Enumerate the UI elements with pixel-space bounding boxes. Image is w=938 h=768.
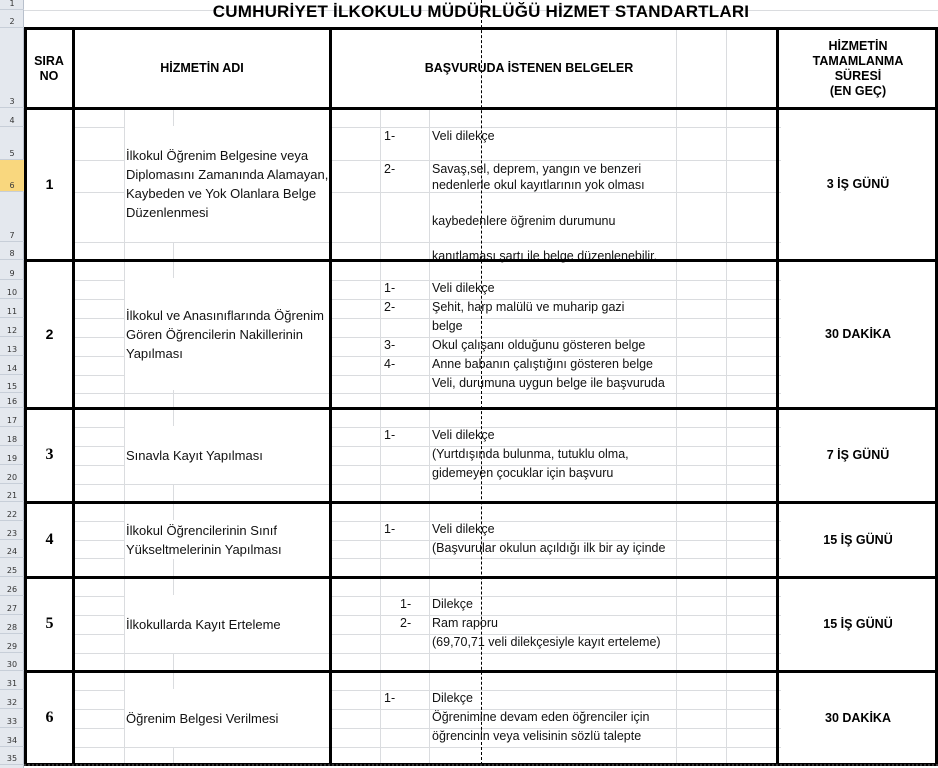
service-name-cell[interactable]	[126, 260, 331, 408]
service-name: İlkokullarda Kayıt Erteleme	[126, 616, 281, 632]
gridline-v	[676, 108, 677, 765]
service-name-cell[interactable]	[126, 502, 331, 577]
row-header-27[interactable]: 27	[0, 596, 24, 615]
service-name-cell[interactable]	[126, 108, 331, 260]
duration-cell[interactable]: 7 İŞ GÜNÜ	[826, 448, 890, 462]
row-header-26[interactable]: 26	[0, 577, 24, 596]
document-number: 2-	[400, 616, 412, 630]
row-header-7[interactable]: 7	[0, 192, 24, 242]
row-header-4[interactable]: 4	[0, 108, 24, 127]
duration-cell[interactable]: 30 DAKİKA	[825, 327, 891, 341]
document-text[interactable]: Veli dilekçe	[432, 428, 495, 442]
header-sira-no-label: SIRA NO	[34, 53, 64, 83]
row-header-14[interactable]: 14	[0, 356, 24, 375]
row-header-8[interactable]: 8	[0, 242, 24, 260]
service-name: İlkokul ve Anasınıflarında Öğrenim Gören Öğrencilerin Nakillerinin Yapılması	[126, 307, 324, 361]
row-header-28[interactable]: 28	[0, 615, 24, 634]
duration-cell[interactable]: 15 İŞ GÜNÜ	[823, 617, 893, 631]
sira-no-cell[interactable]: 3	[45, 446, 54, 463]
service-name-cell[interactable]	[126, 577, 331, 671]
duration-cell[interactable]: 3 İŞ GÜNÜ	[826, 177, 890, 191]
gridline-v	[726, 28, 727, 108]
row-header-33[interactable]: 33	[0, 709, 24, 728]
document-text[interactable]: Dilekçe	[432, 691, 473, 705]
row-header-9[interactable]: 9	[0, 260, 24, 280]
document-number: 1-	[400, 597, 412, 611]
row-header-22[interactable]: 22	[0, 502, 24, 521]
header-basvuru-belgeler[interactable]: BAŞVURUDA İSTENEN BELGELER	[424, 61, 634, 75]
row-header-16[interactable]: 16	[0, 393, 24, 408]
page-break-line	[24, 764, 938, 766]
row-header-15[interactable]: 15	[0, 375, 24, 393]
sira-no-cell[interactable]: 5	[45, 615, 54, 632]
document-text[interactable]: Şehit, harp malülü ve muharip gazi	[432, 300, 625, 314]
row-header-3[interactable]: 3	[0, 28, 24, 108]
document-number: 1-	[384, 129, 396, 143]
document-number: 4-	[384, 357, 396, 371]
row-header-2[interactable]: 2	[0, 10, 24, 28]
duration-cell[interactable]: 30 DAKİKA	[825, 711, 891, 725]
document-text[interactable]: Ram raporu	[432, 616, 498, 630]
document-text[interactable]: kaybedenlere öğrenim durumunu	[432, 214, 616, 228]
row-header-30[interactable]: 30	[0, 653, 24, 671]
document-number: 2-	[384, 162, 396, 176]
service-name-cell[interactable]	[126, 408, 331, 502]
duration-cell[interactable]: 15 İŞ GÜNÜ	[823, 532, 893, 547]
row-header-6[interactable]: 6	[0, 160, 24, 192]
document-text[interactable]: Öğrenimine devam eden öğrenciler için	[432, 710, 650, 724]
document-text[interactable]: Savaş,sel, deprem, yangın ve benzeri	[432, 162, 642, 176]
column-border	[24, 27, 27, 766]
page-break-line-vertical	[481, 0, 482, 765]
sira-no-cell[interactable]: 1	[45, 176, 54, 192]
header-hizmet-adi[interactable]: HİZMETİN ADI	[160, 61, 244, 75]
document-text[interactable]: Veli dilekçe	[432, 522, 495, 536]
row-header-17[interactable]: 17	[0, 408, 24, 427]
document-text[interactable]: Veli, durumuna uygun belge ile başvuruda	[432, 376, 665, 390]
document-number: 1-	[384, 428, 396, 442]
sira-no-cell[interactable]: 2	[45, 326, 54, 342]
row-header-12[interactable]: 12	[0, 318, 24, 337]
document-number: 1-	[384, 522, 396, 536]
row-header-25[interactable]: 25	[0, 558, 24, 577]
row-header-23[interactable]: 23	[0, 521, 24, 540]
row-header-29[interactable]: 29	[0, 634, 24, 653]
gridline-v	[380, 108, 381, 765]
sheet-title[interactable]: CUMHURİYET İLKOKULU MÜDÜRLÜĞÜ HİZMET STANDARTLARI	[212, 2, 750, 21]
sira-no-cell[interactable]: 6	[45, 709, 54, 726]
document-text[interactable]: Dilekçe	[432, 597, 473, 611]
document-text[interactable]: nedenlerle okul kayıtlarının yok olması	[432, 178, 645, 192]
row-header-32[interactable]: 32	[0, 690, 24, 709]
column-border	[329, 27, 332, 766]
document-number: 2-	[384, 300, 396, 314]
row-header-19[interactable]: 19	[0, 446, 24, 465]
row-header-18[interactable]: 18	[0, 427, 24, 446]
row-header-34[interactable]: 34	[0, 728, 24, 747]
document-text[interactable]: Anne babanın çalıştığını gösteren belge	[432, 357, 653, 371]
row-header-1[interactable]: 1	[0, 0, 24, 10]
row-header-13[interactable]: 13	[0, 337, 24, 356]
header-sira-no[interactable]	[26, 30, 72, 107]
document-text[interactable]: Veli dilekçe	[432, 281, 495, 295]
document-text[interactable]: kanıtlaması şartı ile belge düzenlenebilir.	[432, 249, 658, 264]
document-number: 3-	[384, 338, 396, 352]
row-header-20[interactable]: 20	[0, 465, 24, 484]
sira-no-cell[interactable]: 4	[45, 530, 54, 548]
document-text[interactable]: öğrencinin veya velisinin sözlü talepte	[432, 729, 642, 743]
document-text[interactable]: (Başvurular okulun açıldığı ilk bir ay içinde	[432, 541, 666, 555]
document-text[interactable]: gidemeyen çocuklar için başvuru	[432, 466, 614, 480]
gridline-v	[726, 108, 727, 765]
row-header-24[interactable]: 24	[0, 540, 24, 558]
service-name: Öğrenim Belgesi Verilmesi	[126, 710, 279, 726]
document-text[interactable]: (Yurtdışında bulunma, tutuklu olma,	[432, 447, 629, 461]
row-header-10[interactable]: 10	[0, 280, 24, 299]
document-text[interactable]: belge	[432, 319, 463, 333]
row-header-31[interactable]: 31	[0, 671, 24, 690]
gridline-v	[429, 108, 430, 765]
row-header-35[interactable]: 35	[0, 747, 24, 765]
header-tamamlanma-suresi[interactable]	[780, 30, 936, 107]
row-header-21[interactable]: 21	[0, 484, 24, 502]
document-text[interactable]: (69,70,71 veli dilekçesiyle kayıt erteleme)	[432, 635, 661, 649]
service-name: İlkokul Öğrencilerinin Sınıf Yükseltmelerinin Yapılması	[126, 522, 282, 557]
header-sure-line1: HİZMETİN	[828, 38, 888, 53]
header-sure-line3: SÜRESİ	[834, 68, 882, 83]
document-text[interactable]: Veli dilekçe	[432, 129, 495, 143]
document-number: 1-	[384, 691, 396, 705]
column-border	[776, 27, 779, 766]
header-sure-line2: TAMAMLANMA	[812, 53, 904, 68]
row-header-5[interactable]: 5	[0, 127, 24, 160]
service-name-cell[interactable]	[126, 671, 331, 765]
document-number: 1-	[384, 281, 396, 295]
service-name: İlkokul Öğrenim Belgesine veya Diplomasını Zamanında Alamayan, Kaybeden ve Yok Olanlara Belge Düzenlenmesi	[126, 148, 329, 220]
header-sure-line4: (EN GEÇ)	[829, 83, 887, 98]
row-header-11[interactable]: 11	[0, 299, 24, 318]
column-border	[72, 27, 75, 766]
document-text[interactable]: Okul çalışanı olduğunu gösteren belge	[432, 338, 646, 352]
service-name: Sınavla Kayıt Yapılması	[126, 447, 263, 463]
